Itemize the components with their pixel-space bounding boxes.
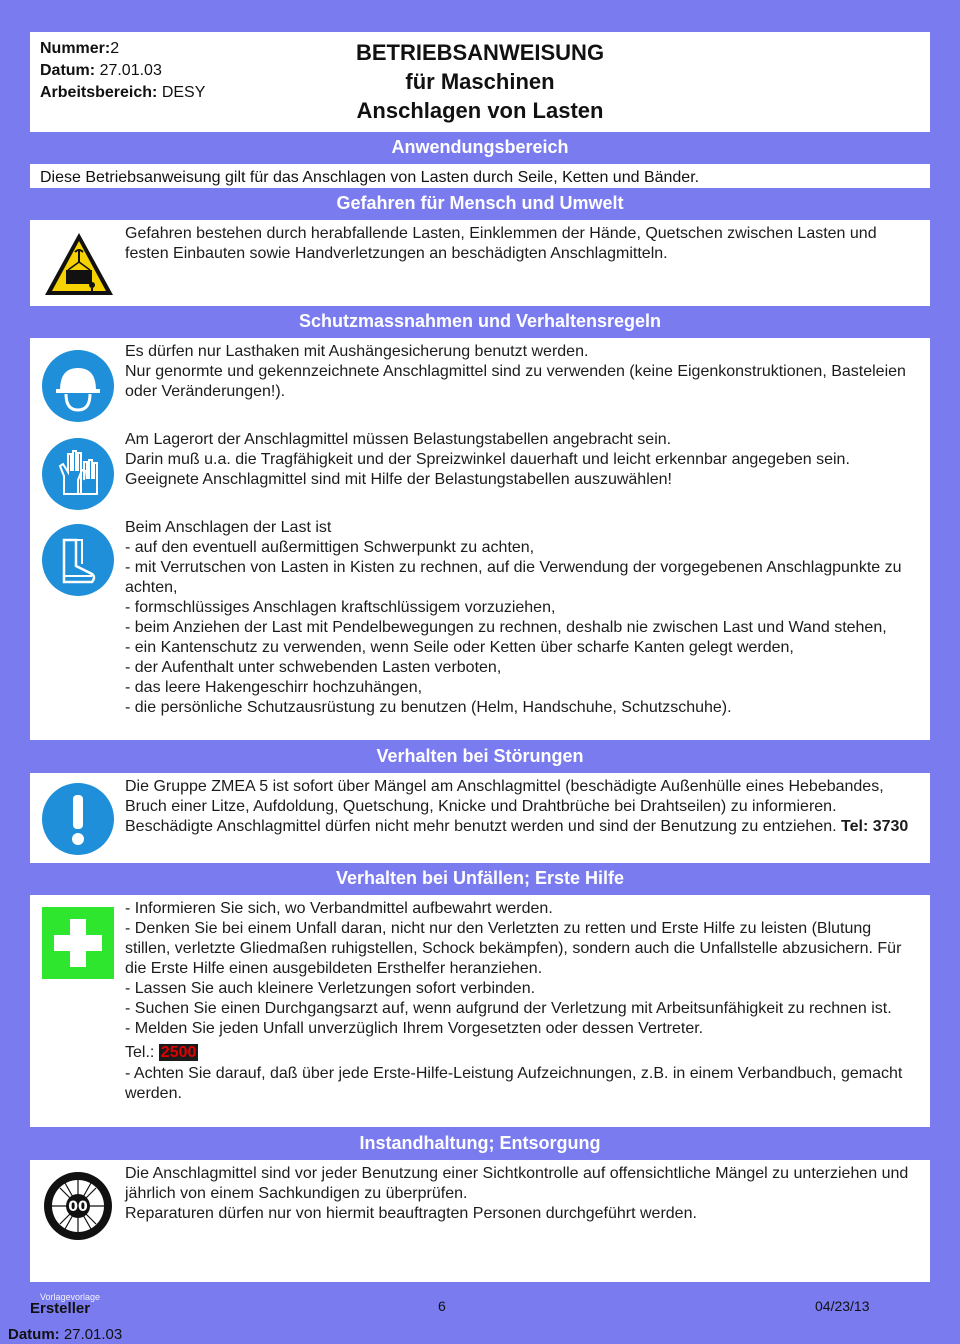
unfall-line: - Suchen Sie einen Durchgangsarzt auf, wenn aufgrund der Verletzung mit Arbeitsunfähigkeit zu rechnen ist. [125,1000,892,1017]
section-gefahren [30,220,930,306]
bereich-value: DESY [161,84,206,101]
section-schutz [30,338,930,740]
badge-text: 00 [68,1199,88,1215]
footer-page-number: 6 [438,1298,446,1314]
schutz-block-3-line: - mit Verrutschen von Lasten in Kisten zu rechnen, auf die Verwendung der vorgegebenen Anschlagpunkte zu achten, [125,559,902,596]
schutz-block-3-line: - beim Anziehen der Last mit Pendelbewegungen zu rechnen, deshalb nie zwischen Last und Wand stehen, [125,619,887,636]
nummer-label: Nummer: [40,40,111,57]
stoerung-text-block [125,777,916,837]
helmet-icon [42,350,114,422]
schutz-block-2-line: Am Lagerort der Anschlagmittel müssen Belastungstabellen angebracht sein. [125,431,672,448]
schutz-block-3-line: - ein Kantenschutz zu verwenden, wenn Seile oder Ketten über scharfe Kanten gelegt werden, [125,639,794,656]
safety-boots-icon [42,524,114,596]
schutz-block-3 [125,518,916,718]
unfall-line: - Melden Sie jeden Unfall unverzüglich Ihrem Vorgesetzten oder dessen Vertreter. [125,1020,704,1037]
schutz-block-3-line: - der Aufenthalt unter schwebenden Lasten verboten, [125,659,502,676]
footer-watermark: Vorlagevorlage [40,1292,101,1302]
instand-line: Reparaturen dürfen nur von hiermit beauftragten Personen durchgeführt werden. [125,1205,697,1222]
unfall-text-block [125,899,916,1104]
section-title-unfall: Verhalten bei Unfällen; Erste Hilfe [335,868,625,888]
unfall-line: - Denken Sie bei einem Unfall daran, nicht nur den Verletzten zu retten und Erste Hilfe zu leisten (Blutung stillen, verletzte Gliedmaßen ruhigstellen, Schock bekämpfen), sondern auch die Unfallstelle abzusichern. Für die Erste Hilfe einen ausgebildeten Ersthelfer heranziehen. [125,920,902,977]
schutz-block-2-line: Geeignete Anschlagmittel sind mit Hilfe der Belastungstabellen auszuwählen! [125,471,672,488]
unfall-tel-line [125,1042,916,1064]
schutz-block-2 [125,430,916,490]
instand-line: Die Anschlagmittel sind vor jeder Benutzung einer Sichtkontrolle auf offensichtliche Mängel zu unterziehen und jährlich von einem Sachkundigen zu überprüfen. [125,1165,909,1202]
footer-erstellt: Ersteller [30,1300,91,1317]
page-title [320,38,640,125]
section-title-instand: Instandhaltung; Entsorgung [359,1133,601,1153]
footer-datum [8,1326,122,1343]
footer-datum-value: 27.01.03 [63,1326,123,1343]
header-box [30,32,930,132]
title-line-3: Anschlagen von Lasten [356,98,604,123]
section-instand [30,1160,930,1282]
inspection-badge-icon [42,1170,114,1242]
unfall-tel-label: Tel.: [125,1044,155,1061]
nummer-value: 2 [110,40,120,57]
exclamation-icon [42,783,114,855]
section-anwendung [30,164,930,188]
instand-text-block [125,1164,916,1224]
datum-value: 27.01.03 [99,62,162,79]
section-title-schutz: Schutzmassnahmen und Verhaltensregeln [298,311,662,331]
unfall-line: - Lassen Sie auch kleinere Verletzungen sofort verbinden. [125,980,536,997]
unfall-tel-value: 2500 [160,1044,197,1061]
unfall-last-line: - Achten Sie darauf, daß über jede Erste-Hilfe-Leistung Aufzeichnungen, z.B. in einem Verbandbuch, gemacht werden. [125,1065,903,1102]
section-title-anwendung: Anwendungsbereich [391,137,569,157]
footer-datum-label: Datum: [8,1326,60,1343]
footer-date: 04/23/13 [815,1298,870,1314]
schutz-block-1 [125,342,916,402]
schutz-block-1-line: Es dürfen nur Lasthaken mit Aushängesicherung benutzt werden. [125,343,589,360]
datum-label: Datum: [40,62,96,79]
schutz-block-3-line: Beim Anschlagen der Last ist [125,519,332,536]
warning-suspended-load-icon [42,230,116,298]
first-aid-cross-icon [42,907,114,979]
title-line-2: für Maschinen [405,69,555,94]
anwendung-text: Diese Betriebsanweisung gilt für das Anschlagen von Lasten durch Seile, Ketten und Bänder. [40,169,700,186]
schutz-block-1-line: Nur genormte und gekennzeichnete Anschlagmittel sind zu verwenden (keine Eigenkonstruktionen, Basteleien oder Veränderungen!). [125,363,906,400]
section-title-gefahren: Gefahren für Mensch und Umwelt [336,193,624,213]
schutz-block-3-line: - die persönliche Schutzausrüstung zu benutzen (Helm, Handschuhe, Schutzschuhe). [125,699,732,716]
schutz-block-3-line: - das leere Hakengeschirr hochzuhängen, [125,679,423,696]
schutz-block-3-line: - auf den eventuell außermittigen Schwerpunkt zu achten, [125,539,535,556]
gefahren-text: Gefahren bestehen durch herabfallende Lasten, Einklemmen der Hände, Quetschen zwischen Lasten und festen Einbauten sowie Handverletzungen an beschädigten Anschlagmitteln. [125,225,877,262]
bereich-label: Arbeitsbereich: [40,84,158,101]
section-unfall [30,895,930,1127]
title-line-1: BETRIEBSANWEISUNG [355,40,605,65]
stoerung-text: Die Gruppe ZMEA 5 ist sofort über Mängel am Anschlagmittel (beschädigte Außenhülle eines Hebebandes, Bruch einer Litze, Aufdoldung, Quetschung, Knicke und Drahtbrüche bei Drahtseilen) zu informieren. Beschädigte Anschlagmittel dürfen nicht mehr benutzt werden und sind der Benutzung zu entziehen. [125,778,884,835]
schutz-block-2-line: Darin muß u.a. die Tragfähigkeit und der Spreizwinkel dauerhaft und leicht erkennbar angegeben sein. [125,451,850,468]
gloves-icon [42,438,114,510]
stoerung-tel: Tel: 3730 [841,818,909,835]
schutz-block-3-line: - formschlüssiges Anschlagen kraftschlüssigem vorzuziehen, [125,599,556,616]
header-meta [40,38,205,104]
section-title-stoerung: Verhalten bei Störungen [376,746,584,766]
section-stoerung [30,773,930,863]
unfall-line: - Informieren Sie sich, wo Verbandmittel aufbewahrt werden. [125,900,553,917]
